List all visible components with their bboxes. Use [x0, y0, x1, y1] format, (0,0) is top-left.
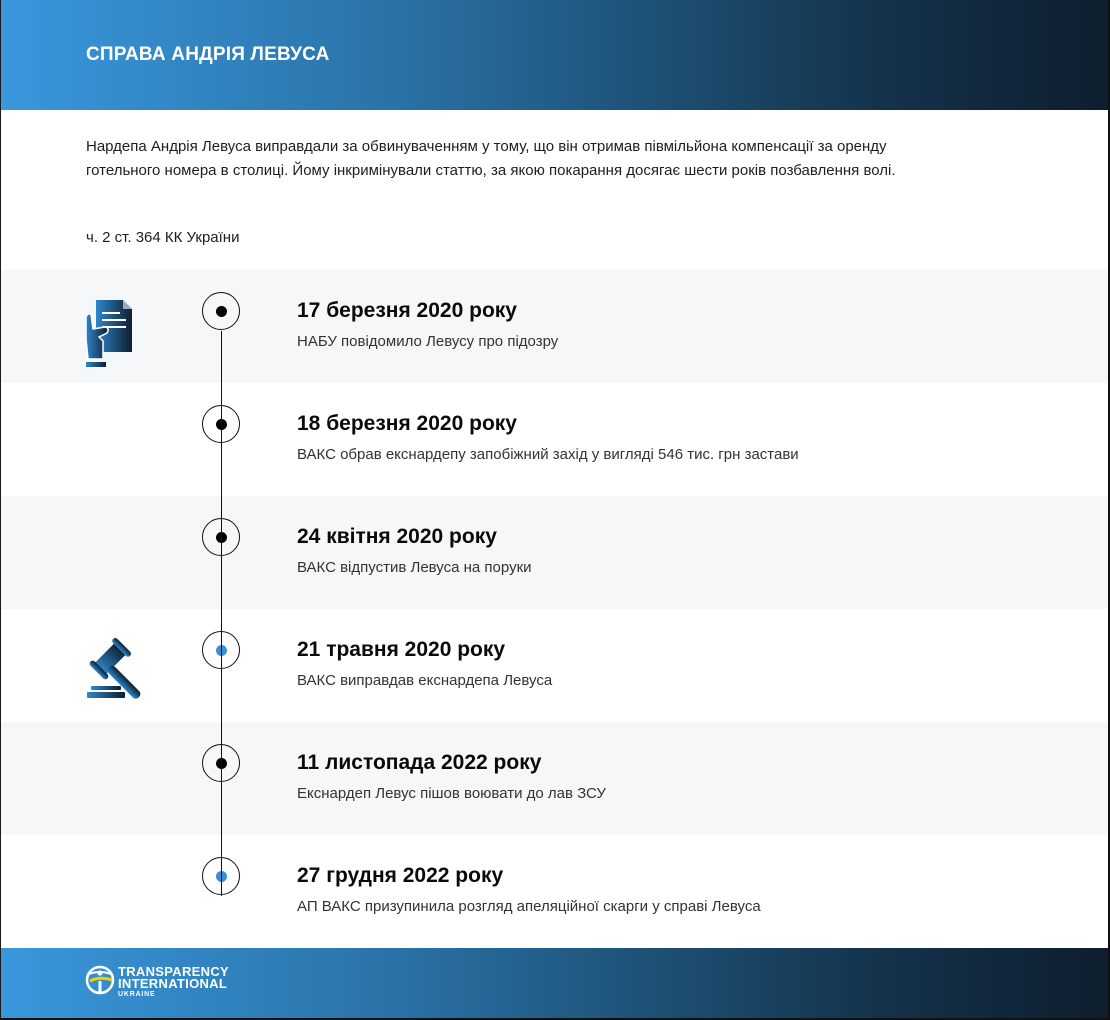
footer-banner — [1, 948, 1108, 1020]
event-date: 27 грудня 2022 року — [297, 864, 504, 887]
logo-line-2: INTERNATIONAL — [118, 976, 228, 991]
logo-line-1: TRANSPARENCY — [118, 964, 229, 979]
event-description: НАБУ повідомило Левусу про підозру — [297, 333, 559, 350]
event-description: ВАКС обрав екснардепу запобіжний захід у вигляді 546 тис. грн застави — [297, 446, 799, 463]
timeline-row — [1, 609, 1108, 722]
criminal-code-article: ч. 2 ст. 364 КК України — [86, 229, 240, 246]
event-date: 18 березня 2020 року — [297, 412, 517, 435]
ti-emblem-icon — [85, 964, 115, 996]
timeline-dot-black — [216, 306, 227, 317]
document-hand-icon — [85, 299, 135, 374]
intro-line-2: готельного номера в столиці. Йому інкримінували статтю, за якою покарання досягає шести років позбавлення волі. — [86, 162, 896, 179]
timeline — [1, 270, 1108, 948]
timeline-row — [1, 270, 1108, 383]
event-date: 24 квітня 2020 року — [297, 525, 497, 548]
event-description: ВАКС виправдав екснардепа Левуса — [297, 672, 553, 689]
timeline-connector-line — [221, 331, 222, 896]
event-description: Екснардеп Левус пішов воювати до лав ЗСУ — [297, 785, 606, 802]
logo-wordmark — [118, 966, 229, 999]
intro-paragraph — [86, 135, 1046, 183]
gavel-icon — [85, 636, 151, 705]
timeline-row — [1, 383, 1108, 496]
event-date: 11 листопада 2022 року — [297, 751, 542, 774]
timeline-row — [1, 835, 1108, 948]
timeline-row — [1, 722, 1108, 835]
event-description: АП ВАКС призупинила розгляд апеляційної скарги у справі Левуса — [297, 898, 761, 915]
intro-line-1: Нардепа Андрія Левуса виправдали за обвинуваченням у тому, що він отримав півмільйона компенсації за оренду — [86, 138, 887, 155]
transparency-international-logo — [85, 964, 229, 1001]
timeline-node — [202, 292, 240, 330]
page-title: СПРАВА АНДРІЯ ЛЕВУСА — [86, 44, 330, 65]
event-date: 21 травня 2020 року — [297, 638, 506, 661]
logo-line-3: UKRAINE — [118, 991, 156, 998]
header-banner — [1, 0, 1108, 110]
timeline-row — [1, 496, 1108, 609]
event-description: ВАКС відпустив Левуса на поруки — [297, 559, 532, 576]
event-date: 17 березня 2020 року — [297, 299, 517, 322]
